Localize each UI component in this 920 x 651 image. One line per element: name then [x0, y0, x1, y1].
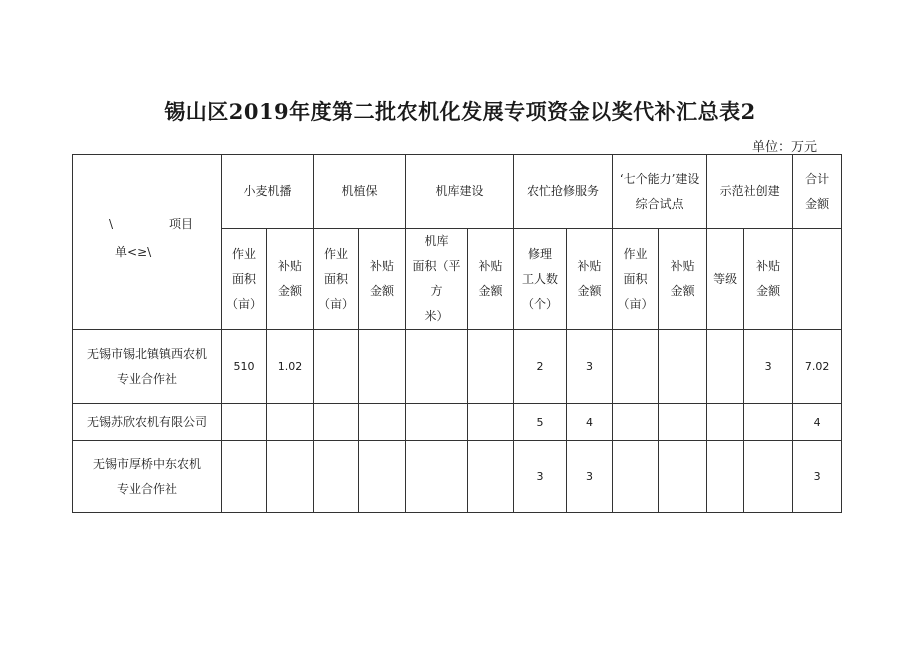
table-cell: 5: [514, 404, 567, 441]
table-cell: 3: [793, 441, 842, 513]
table-cell: 3: [567, 441, 613, 513]
subheader-text: 面积（平方: [412, 259, 461, 298]
subheader-plant-area: [314, 229, 359, 330]
table-cell: [314, 441, 359, 513]
table-row: [73, 441, 842, 513]
subheader-seven-area: [613, 229, 659, 330]
table-cell: 3: [744, 330, 793, 404]
subheader-text: 补贴: [370, 259, 395, 273]
row-name-line: 专业合作社: [116, 371, 177, 386]
subheader-text: （亩）: [225, 296, 262, 311]
table-cell: 7.02: [793, 330, 842, 404]
table-cell: [707, 404, 744, 441]
table-cell: 510: [222, 330, 267, 404]
row-name-cell: [73, 330, 222, 404]
table-cell: [359, 404, 406, 441]
table-cell: [468, 330, 514, 404]
total-line1: 合计: [805, 171, 830, 186]
group-header-total: [793, 155, 842, 229]
table-cell: [222, 441, 267, 513]
subheader-plant-subsidy: [359, 229, 406, 330]
table-cell: [314, 330, 359, 404]
table-cell: [468, 404, 514, 441]
subheader-text: （个）: [522, 296, 559, 311]
subheader-wheat-area: [222, 229, 267, 330]
subheader-repair-subsidy: [567, 229, 613, 330]
table-cell: [613, 404, 659, 441]
subheader-text: 金额: [278, 284, 303, 298]
group-header-demo: 示范社创建: [707, 155, 793, 229]
table-cell: [659, 330, 707, 404]
subheader-demo-grade: 等级: [707, 229, 744, 330]
table-cell: [744, 404, 793, 441]
table-cell: [613, 330, 659, 404]
row-name-line: 无锡市锡北镇镇西农机: [86, 346, 207, 361]
subheader-text: 金额: [577, 284, 602, 298]
subheader-text: 作业: [231, 246, 256, 261]
row-name-cell: [73, 441, 222, 513]
subheader-text: 金额: [756, 284, 781, 298]
subheader-garage-area: [406, 229, 468, 330]
subheader-wheat-subsidy: [267, 229, 314, 330]
table-cell: 3: [567, 330, 613, 404]
table-row: [73, 330, 842, 404]
table-cell: [406, 404, 468, 441]
page-title: 锡山区2019年度第二批农机化发展专项资金以奖代补汇总表2: [164, 99, 756, 124]
subheader-text: 补贴: [478, 259, 503, 273]
table-cell: [659, 404, 707, 441]
seven-abilities-line2: 综合试点: [635, 196, 684, 211]
corner-header-cell: [73, 155, 222, 330]
table-cell: 3: [514, 441, 567, 513]
table-cell: [359, 441, 406, 513]
subheader-demo-subsidy: [744, 229, 793, 330]
table-cell: [359, 330, 406, 404]
subheader-text: 金额: [670, 284, 695, 298]
row-name-line: 无锡苏欣农机有限公司: [86, 414, 207, 429]
table-cell: 1.02: [267, 330, 314, 404]
subheader-text: 作业: [623, 246, 648, 261]
table-cell: [613, 441, 659, 513]
row-name-line: 专业合作社: [116, 481, 177, 496]
subheader-repair-workers: [514, 229, 567, 330]
subheader-text: （亩）: [318, 296, 355, 311]
subheader-text: （亩）: [617, 296, 654, 311]
table-cell: [267, 441, 314, 513]
subheader-text: 作业: [324, 246, 349, 261]
subheader-text: 补贴: [278, 259, 303, 273]
subheader-text: 工人数: [522, 271, 559, 286]
table-cell: [222, 404, 267, 441]
subheader-text: 金额: [478, 284, 503, 298]
subheader-seven-subsidy: [659, 229, 707, 330]
subheader-garage-subsidy: [468, 229, 514, 330]
group-header-garage: 机库建设: [406, 155, 514, 229]
subheader-text: 米）: [424, 309, 449, 323]
row-name-line: 无锡市厚桥中东农机: [92, 456, 201, 471]
table-cell: [707, 330, 744, 404]
group-header-seven-abilities: [613, 155, 707, 229]
subheader-text: 补贴: [577, 259, 602, 273]
subheader-text: 补贴: [756, 259, 781, 273]
table-cell: 4: [793, 404, 842, 441]
subheader-text: 面积: [231, 271, 256, 286]
corner-slash: \: [109, 217, 114, 231]
subheader-total-empty: [793, 229, 842, 330]
corner-unit-label: 单<≥\: [115, 245, 152, 259]
summary-table: [72, 154, 842, 513]
table-cell: [267, 404, 314, 441]
table-cell: [468, 441, 514, 513]
corner-item-label: 项目: [169, 217, 194, 231]
subheader-text: 面积: [623, 271, 648, 286]
subheader-text: 机库: [424, 234, 449, 248]
row-name-cell: [73, 404, 222, 441]
table-cell: [659, 441, 707, 513]
table-cell: [707, 441, 744, 513]
table-cell: [406, 330, 468, 404]
table-cell: [406, 441, 468, 513]
table-cell: [314, 404, 359, 441]
total-line2: 金额: [805, 196, 830, 211]
group-header-plant-protect: 机植保: [314, 155, 406, 229]
group-header-repair: 农忙抢修服务: [514, 155, 613, 229]
table-cell: 4: [567, 404, 613, 441]
unit-label: 单位：万元: [752, 140, 818, 155]
header-row-groups: [73, 155, 842, 229]
subheader-text: 修理: [528, 246, 553, 261]
table-cell: 2: [514, 330, 567, 404]
subheader-text: 面积: [324, 271, 349, 286]
table-row: [73, 404, 842, 441]
seven-abilities-line1: ‘七个能力’建设: [619, 171, 700, 186]
table-cell: [744, 441, 793, 513]
subheader-text: 补贴: [670, 259, 695, 273]
group-header-wheat: 小麦机播: [222, 155, 314, 229]
subheader-text: 金额: [370, 284, 395, 298]
